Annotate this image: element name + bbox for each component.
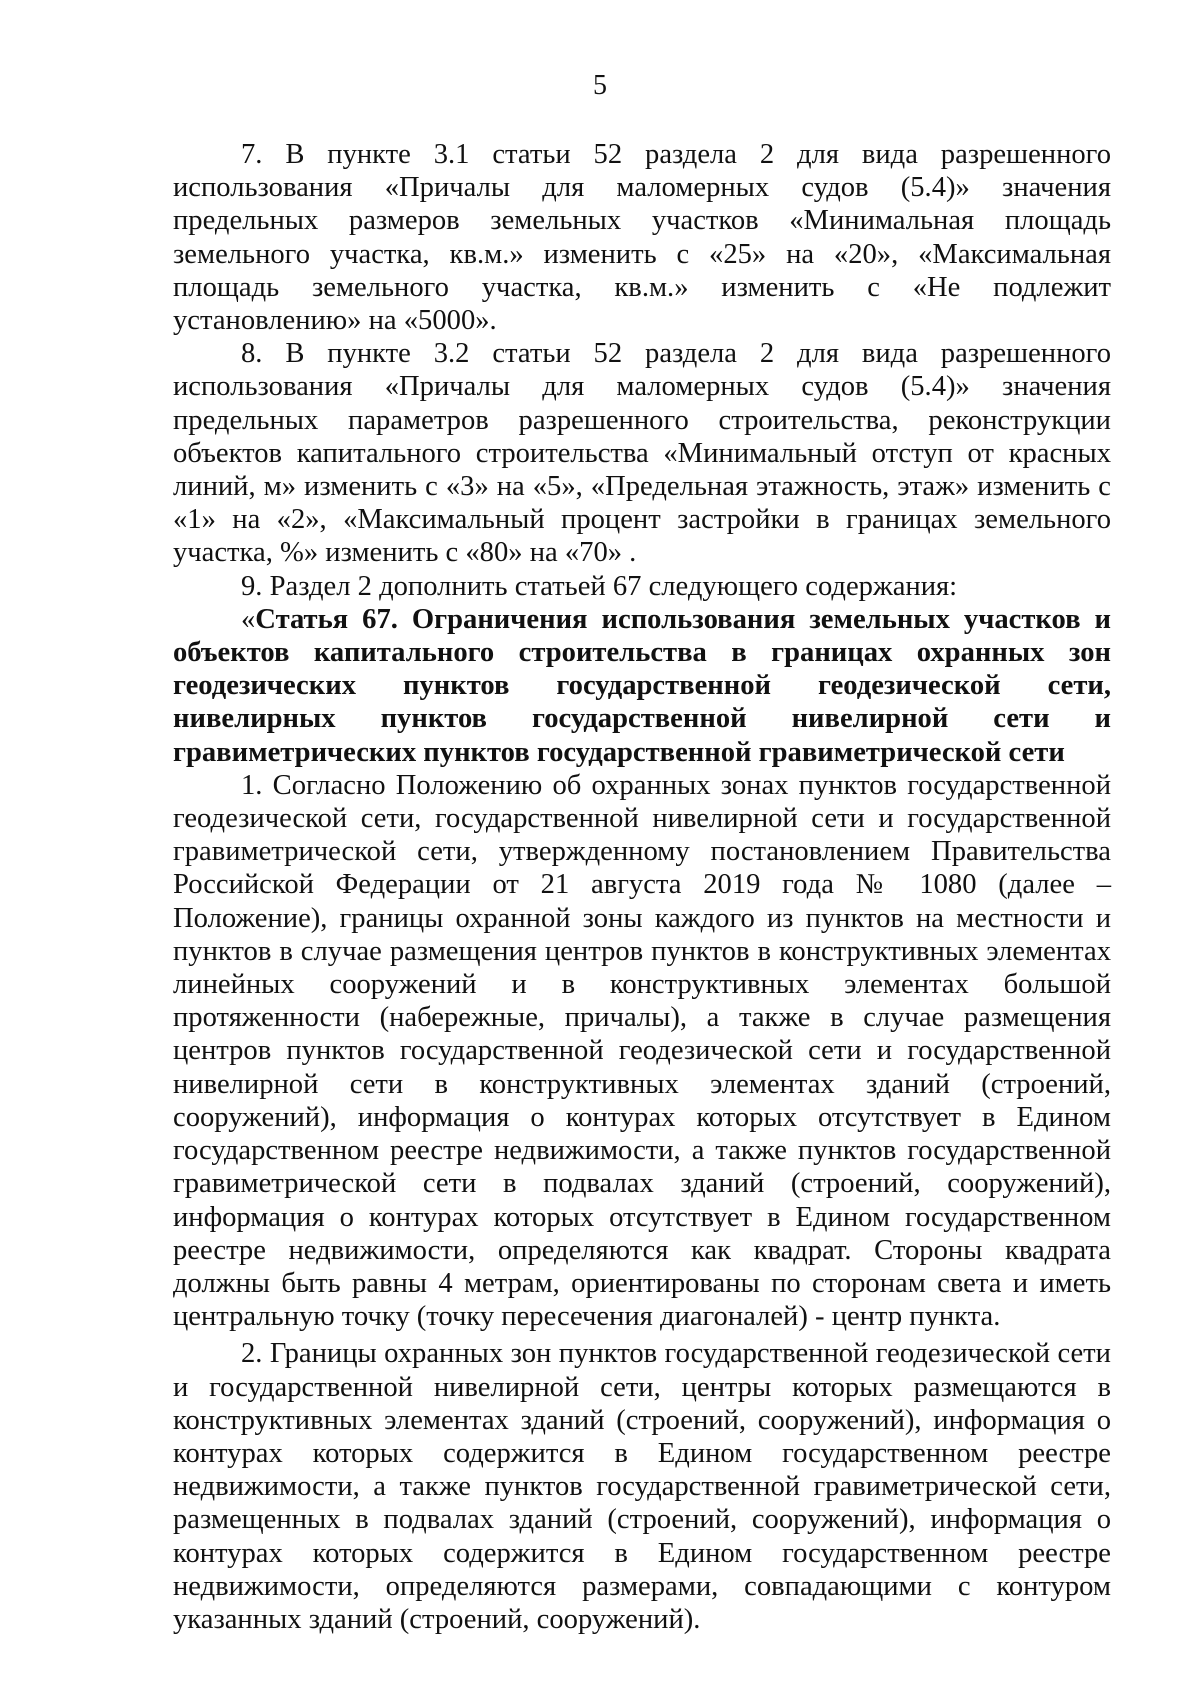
article-67-item-1: 1. Согласно Положению об охранных зонах пунктов государственной геодезической сети, государственной нивелирной сети и государственной гравиметрической сети, утвержденному постановлением Правительства Российской Федерации от 21 августа 2019 года № 1080 (далее – Положение), границы охранной зоны каждого из пунктов на местности и пунктов в случае размещения центров пунктов в конструктивных элементах линейных сооружений и в конструктивных элементах большой протяженности (набережные, причалы), а также в случае размещения центров пунктов государственной геодезической сети и государственной нивелирной сети в конструктивных элементах зданий (строений, сооружений), информация о контурах которых отсутствует в Едином государственном реестре недвижимости, а также пунктов государственной гравиметрической сети в подвалах зданий (строений, сооружений), информация о контурах которых отсутствует в Едином государственном реестре недвижимости, определяются как квадрат. Стороны квадрата должны быть равны 4 метрам, ориентированы по сторонам света и иметь центральную точку (точку пересечения диагоналей) - центр пункта. — [173, 769, 1111, 1333]
page-number: 5 — [593, 70, 607, 101]
paragraph-7: 7. В пункте 3.1 статьи 52 раздела 2 для вида разрешенного использования «Причалы для маломерных судов (5.4)» значения предельных размеров земельных участков «Минимальная площадь земельного участка, кв.м.» изменить с «25» на «20», «Максимальная площадь земельного участка, кв.м.» изменить с «Не подлежит установлению» на «5000». — [173, 139, 1111, 337]
article-67-item-2: 2. Границы охранных зон пунктов государственной геодезической сети и государственной нивелирной сети, центры которых размещаются в конструктивных элементах зданий (строений, сооружений), информация о контурах которых содержится в Едином государственном реестре недвижимости, а также пунктов государственной гравиметрической сети, размещенных в подвалах зданий (строений, сооружений), информация о контурах которых содержится в Едином государственном реестре недвижимости, определяются размерами, совпадающими с контуром указанных зданий (строений, сооружений). — [173, 1338, 1111, 1635]
opening-quote: « — [241, 603, 256, 635]
article-67-heading: Статья 67. Ограничения использования земельных участков и объектов капитального строительства в границах охранных зон геодезических пунктов государственной геодезической сети, нивелирных пунктов государственной нивелирной сети и гравиметрических пунктов государственной гравиметрической сети — [173, 603, 1111, 768]
paragraph-9: 9. Раздел 2 дополнить статьей 67 следующего содержания: — [241, 570, 958, 602]
article-67-heading-paragraph — [173, 603, 1111, 769]
document-body — [173, 138, 1111, 1636]
paragraph-8: 8. В пункте 3.2 статьи 52 раздела 2 для вида разрешенного использования «Причалы для маломерных судов (5.4)» значения предельных параметров разрешенного строительства, реконструкции объектов капитального строительства «Минимальный отступ от красных линий, м» изменить с «3» на «5», «Предельная этажность, этаж» изменить с «1» на «2», «Максимальный процент застройки в границах земельного участка, %» изменить с «80» на «70» . — [173, 338, 1111, 569]
